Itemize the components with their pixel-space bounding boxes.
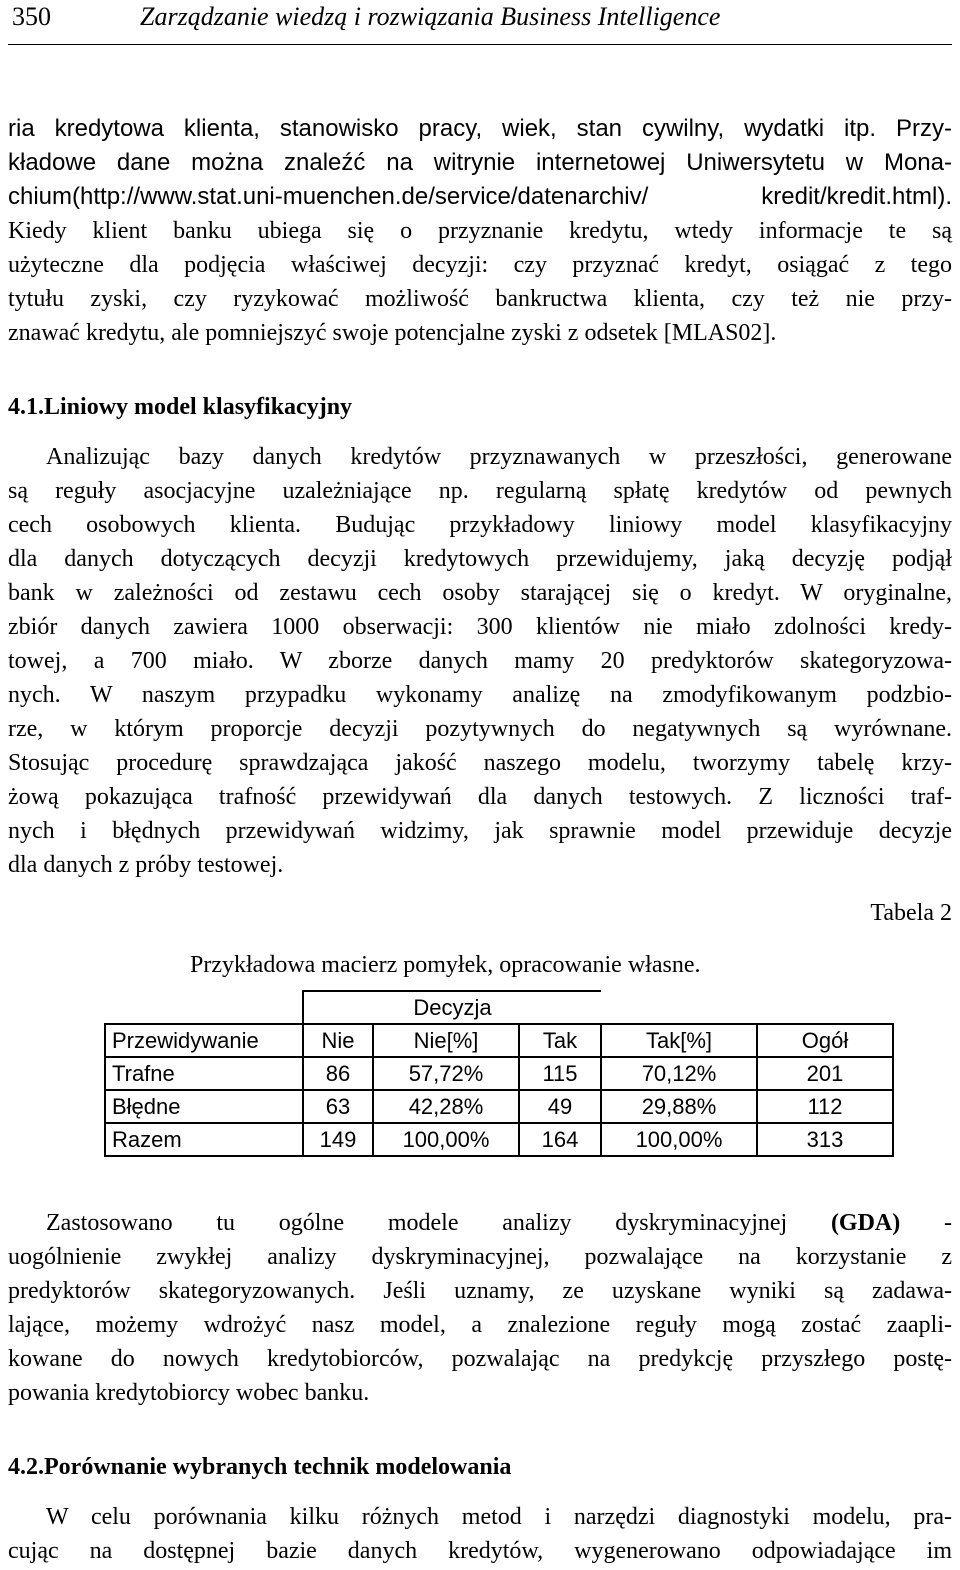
table-label: Tabela 2	[870, 900, 952, 926]
paragraph-line: dla danych z próby testowej.	[8, 852, 284, 878]
column-header: Nie	[303, 1024, 373, 1057]
paragraph-line: cech osobowych klienta. Budując przykładowy liniowy model klasyfikacyjny	[8, 512, 952, 538]
table-cell: 42,28%	[373, 1090, 519, 1123]
column-header: Nie[%]	[373, 1024, 519, 1057]
table-cell: 313	[757, 1123, 893, 1156]
column-header: Ogół	[757, 1024, 893, 1057]
table-empty-cell	[105, 991, 303, 1024]
paragraph-line: bank w zależności od zestawu cech osoby starającej się o kredyt. W oryginalne,	[8, 580, 952, 606]
table-row	[105, 1057, 893, 1090]
table-cell: 70,12%	[601, 1057, 757, 1090]
running-title: Zarządzanie wiedzą i rozwiązania Business Intelligence	[140, 2, 721, 31]
paragraph-line: lające, możemy wdrożyć nasz model, a znalezione reguły mogą zostać zaapli-	[8, 1312, 952, 1338]
table-row	[105, 1123, 893, 1156]
paragraph-line: W celu porównania kilku różnych metod i narzędzi diagnostyki modelu, pra-	[46, 1504, 952, 1530]
table-caption: Przykładowa macierz pomyłek, opracowanie własne.	[190, 952, 701, 978]
column-header: Tak[%]	[601, 1024, 757, 1057]
paragraph-line: są reguły asocjacyjne uzależniające np. regularną spłatę kredytów od pewnych	[8, 478, 952, 504]
table-row	[105, 1090, 893, 1123]
paragraph-line: tytułu zyski, czy ryzykować możliwość bankructwa klienta, czy też nie przy-	[8, 286, 952, 312]
table-cell: 49	[519, 1090, 601, 1123]
table-cell: Trafne	[105, 1057, 303, 1090]
paragraph-line: uogólnienie zwykłej analizy dyskryminacyjnej, pozwalające na korzystanie z	[8, 1244, 952, 1270]
paragraph-line: znawać kredytu, ale pomniejszyć swoje potencjalne zyski z odsetek [MLAS02].	[8, 320, 777, 346]
table-group-header-row	[105, 991, 893, 1024]
table-cell: 164	[519, 1123, 601, 1156]
paragraph-line: użyteczne dla podjęcia właściwej decyzji: czy przyznać kredyt, osiągać z tego	[8, 252, 952, 278]
paragraph-line: zbiór danych zawiera 1000 obserwacji: 300 klientów nie miało zdolności kredy-	[8, 614, 952, 640]
paragraph-line: Kiedy klient banku ubiega się o przyznanie kredytu, wtedy informacje te są	[8, 218, 952, 244]
paragraph-line: kładowe dane można znaleźć na witrynie internetowej Uniwersytetu w Mona-	[8, 149, 952, 176]
table-cell: 100,00%	[373, 1123, 519, 1156]
paragraph-text: Zastosowano tu ogólne modele analizy dyskryminacyjnej (GDA) -	[46, 1210, 952, 1236]
paragraph-line: powania kredytobiorcy wobec banku.	[8, 1380, 370, 1406]
column-header: Tak	[519, 1024, 601, 1057]
paragraph-line: Analizując bazy danych kredytów przyznawanych w przeszłości, generowane	[46, 444, 952, 470]
bold-term: (GDA)	[830, 1210, 901, 1236]
paragraph-line: dla danych dotyczących decyzji kredytowych przewidujemy, jaką decyzję podjął	[8, 546, 952, 572]
paragraph-line: ria kredytowa klienta, stanowisko pracy, wiek, stan cywilny, wydatki itp. Przy-	[8, 115, 952, 142]
running-header	[8, 0, 952, 45]
paragraph-line: chium(http://www.stat.uni-muenchen.de/service/datenarchiv/ kredit/kredit.html).	[8, 183, 952, 210]
paragraph-line: żową pokazująca trafność przewidywań dla danych testowych. Z liczności traf-	[8, 784, 952, 810]
paragraph-line: towej, a 700 miało. W zborze danych mamy 20 predyktorów skategoryzowa-	[8, 648, 952, 674]
confusion-matrix-table	[104, 990, 894, 1157]
paragraph-line: cując na dostępnej bazie danych kredytów, wygenerowano odpowiadające im	[8, 1538, 952, 1564]
table-group-header: Decyzja	[303, 991, 601, 1024]
column-header: Przewidywanie	[105, 1024, 303, 1057]
paragraph-line: kowane do nowych kredytobiorców, pozwalając na predykcję przyszłego postę-	[8, 1346, 952, 1372]
section-heading: 4.1.Liniowy model klasyfikacyjny	[8, 394, 353, 420]
paragraph-line: nych. W naszym przypadku wykonamy analizę na zmodyfikowanym podzbio-	[8, 682, 952, 708]
table-cell: Razem	[105, 1123, 303, 1156]
table-cell: 149	[303, 1123, 373, 1156]
paragraph-line: nych i błędnych przewidywań widzimy, jak sprawnie model przewiduje decyzje	[8, 818, 952, 844]
paragraph-line	[46, 1206, 952, 1240]
table-cell: 100,00%	[601, 1123, 757, 1156]
section-heading: 4.2.Porównanie wybranych technik modelowania	[8, 1454, 512, 1480]
table-cell: 115	[519, 1057, 601, 1090]
table-cell: 86	[303, 1057, 373, 1090]
paragraph-line: rze, w którym proporcje decyzji pozytywnych do negatywnych są wyrównane.	[8, 716, 952, 742]
table-empty-cell	[601, 991, 893, 1024]
table-cell: 63	[303, 1090, 373, 1123]
table-cell: 112	[757, 1090, 893, 1123]
paragraph-line: Stosując procedurę sprawdzająca jakość naszego modelu, tworzymy tabelę krzy-	[8, 750, 952, 776]
paragraph-line: predyktorów skategoryzowanych. Jeśli uznamy, ze uzyskane wyniki są zadawa-	[8, 1278, 952, 1304]
table-cell: Błędne	[105, 1090, 303, 1123]
table-cell: 201	[757, 1057, 893, 1090]
table-cell: 57,72%	[373, 1057, 519, 1090]
table-cell: 29,88%	[601, 1090, 757, 1123]
page-number: 350	[12, 2, 51, 31]
table-header-row	[105, 1024, 893, 1057]
